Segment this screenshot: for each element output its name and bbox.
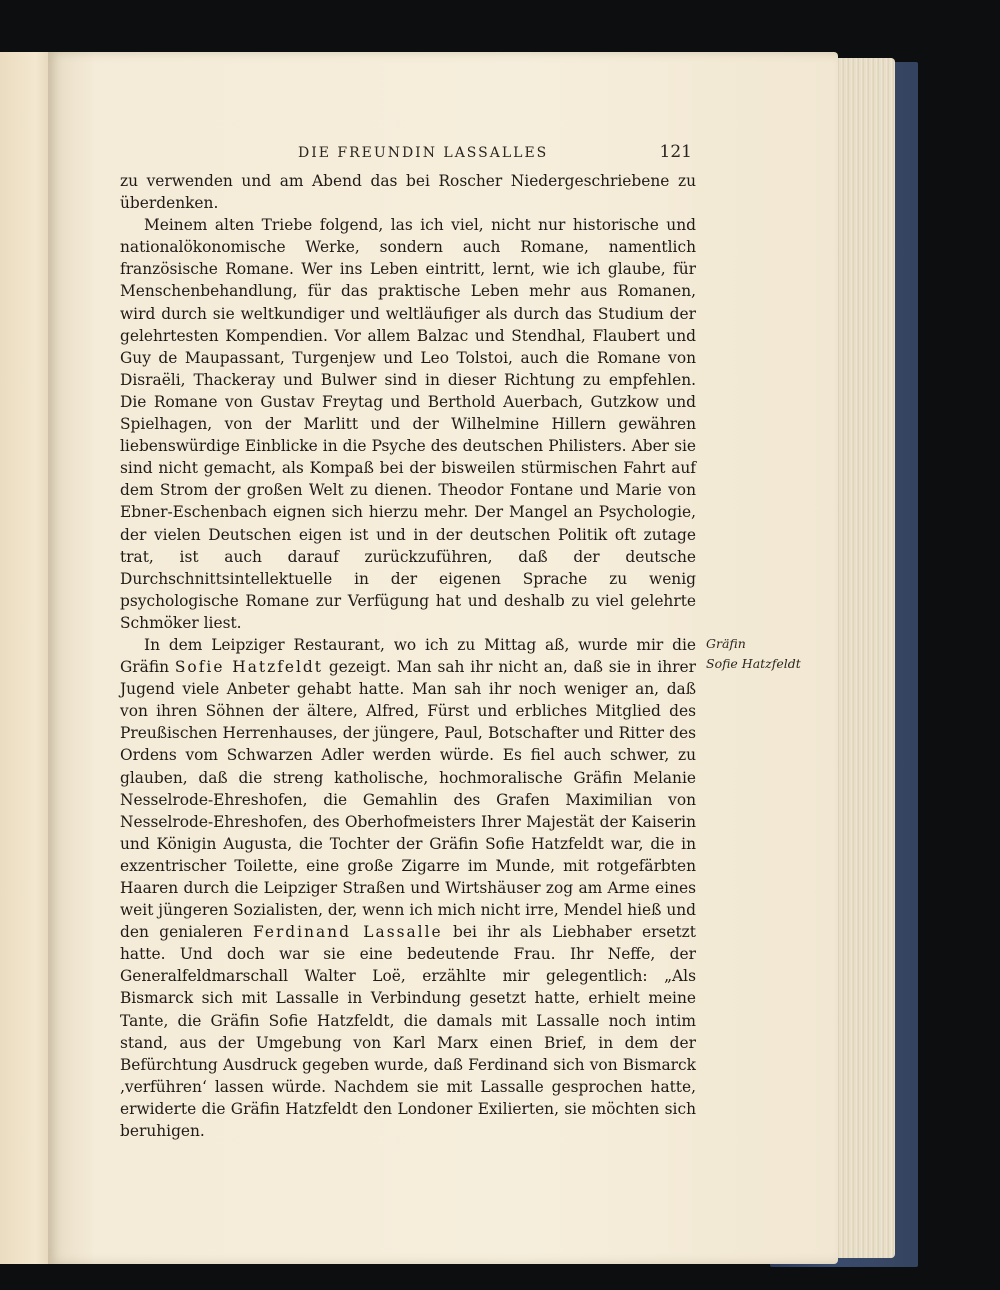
- body-text: [120, 170, 696, 1142]
- running-header: [120, 142, 692, 164]
- margin-note-line-2: Sofie Hatzfeldt: [706, 656, 801, 671]
- paragraph-3: [120, 634, 696, 1142]
- paragraph-3-part-c: bei ihr als Liebhaber ersetzt hatte. Und doch war sie eine bedeutende Frau. Ihr Neffe, der Generalfeldmarschall Walter Loë, erzählte mir gelegentlich: „Als Bismarck sich mit Lassalle in Verbindung gesetzt hatte, erhielt meine Tante, die Gräfin Sofie Hatzfeldt, die damals mit Lassalle noch intim stand, aus der Umgebung von Karl Marx einen Brief, in dem der Befürchtung Ausdruck gegeben wurde, daß Ferdinand sich von Bismarck ‚verführen‘ lassen würde. Nachdem sie mit Lassalle gesprochen hatte, erwiderte die Gräfin Hatzfeldt den Londoner Exilierten, sie möchten sich beruhigen.: [120, 923, 696, 1141]
- paragraph-3-part-a: In dem Leipziger Restaurant, wo ich zu Mittag aß, wurde mir die Gräfin: [120, 635, 696, 677]
- name-sofie-hatzfeldt: Sofie Hatzfeldt: [174, 658, 323, 677]
- page-number: 121: [659, 142, 692, 162]
- paragraph-1: zu verwenden und am Abend das bei Roscher Niedergeschriebene zu überdenken.: [120, 172, 696, 213]
- margin-note: [706, 634, 816, 674]
- paragraph-3-part-b: gezeigt. Man sah ihr nicht an, daß sie in ihrer Jugend viele Anbeter gehabt hatte. Man sah ihr noch weniger an, daß von ihren Söhnen der ältere, Alfred, Fürst und erbliches Mitglied des Preußischen Herrenhauses, der jüngere, Paul, Botschafter und Ritter des Ordens vom Schwarzen Adler werden würde. Es fiel auch schwer, zu glauben, daß die streng katholische, hochmoralische Gräfin Melanie Nesselrode-Ehreshofen, die Gemahlin des Grafen Maximilian von Nesselrode-Ehreshofen, des Oberhofmeisters Ihrer Majestät der Kaiserin und Königin Augusta, die Tochter der Gräfin Sofie Hatzfeldt war, die in exzentrischer Toilette, eine große Zigarre im Munde, mit rotgefärbten Haaren durch die Leipziger Straßen und Wirtshäuser zog am Arme eines weit jüngeren Sozialisten, der, wenn ich mich nicht irre, Mendel hieß und den genialeren: [120, 658, 696, 942]
- margin-note-line-1: Gräfin: [706, 636, 746, 651]
- paragraph-2: Meinem alten Triebe folgend, las ich viel, nicht nur historische und nationalökonomische Werke, sondern auch Romane, namentlich französische Romane. Wer ins Leben eintritt, lernt, wie ich glaube, für Menschenbehandlung, für das praktische Leben mehr aus Romanen, wird durch sie weltkundiger und weltläufiger als durch das Studium der gelehrtesten Kompendien. Vor allem Balzac und Stendhal, Flaubert und Guy de Maupassant, Turgenjew und Leo Tolstoi, auch die Romane von Disraëli, Thackeray und Bulwer sind in dieser Richtung zu empfehlen. Die Romane von Gustav Freytag und Berthold Auerbach, Gutzkow und Spielhagen, von der Marlitt und der Wilhelmine Hillern gewähren liebenswürdige Einblicke in die Psyche des deutschen Philisters. Aber sie sind nicht gemacht, als Kompaß bei der bisweilen stürmischen Fahrt auf dem Strom der großen Welt zu dienen. Theodor Fontane und Marie von Ebner-Eschenbach eignen sich hierzu mehr. Der Mangel an Psychologie, der vielen Deutschen eigen ist und in der deutschen Politik oft zutage trat, ist auch darauf zurückzuführen, daß der deutsche Durchschnittsintellektuelle in der eigenen Sprache zu wenig psychologische Romane zur Verfügung hat und deshalb zu viel gelehrte Schmöker liest.: [120, 216, 696, 632]
- running-title: DIE FREUNDIN LASSALLES: [298, 145, 549, 161]
- name-ferdinand-lassalle: Ferdinand Lassalle: [253, 923, 443, 942]
